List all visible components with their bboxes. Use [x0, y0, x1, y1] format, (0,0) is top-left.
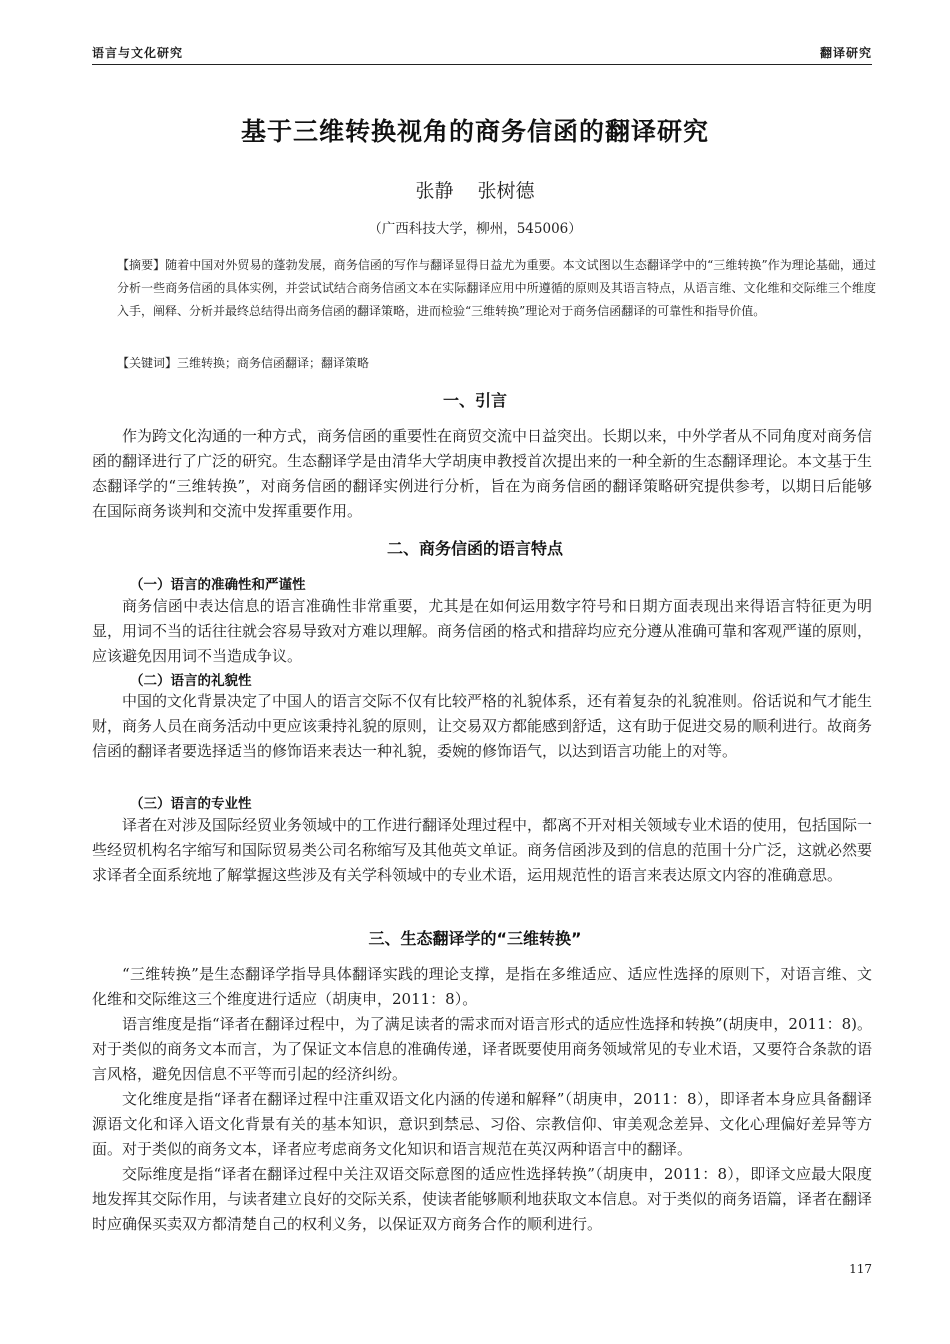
subsection-2-3-body — [92, 813, 872, 888]
subsection-heading-2-2: （二）语言的礼貌性 — [130, 673, 252, 689]
section-heading-2: 二、商务信函的语言特点 — [386, 539, 563, 558]
paragraph: 交际维度是指“译者在翻译过程中关注双语交际意图的适应性选择转换”（胡庚申，2011：8），即译文应最大限度地发挥其交际作用，与读者建立良好的交际关系，使读者能够顺利地获取文本信息。对于类似的商务语篇，译者在翻译时应确保买卖双方都清楚自己的权利义务，以保证双方商务合作的顺利进行。 — [92, 1165, 873, 1233]
keywords: 【关键词】三维转换；商务信函翻译；翻译策略 — [117, 356, 370, 370]
column-name: 翻译研究 — [819, 46, 872, 60]
abstract — [117, 254, 876, 323]
author-2: 张树德 — [477, 180, 535, 202]
section-3-body — [92, 962, 872, 1237]
paper-title: 基于三维转换视角的商务信函的翻译研究 — [240, 117, 709, 146]
paragraph: 语言维度是指“译者在翻译过程中，为了满足读者的需求而对语言形式的适应性选择和转换”(胡庚申，2011：8)。对于类似的商务文本而言，为了保证文本信息的准确传递，译者既要使用商务领域常见的专业术语，又要符合条款的语言风格，避免因信息不平等而引起的经济纠纷。 — [92, 1015, 873, 1083]
abstract-text: 【摘要】随着中国对外贸易的蓬勃发展，商务信函的写作与翻译显得日益尤为重要。本文试图以生态翻译学中的“三维转换”作为理论基础，通过分析一些商务信函的具体实例，并尝试试结合商务信函文本在实际翻译应用中所遵循的原则及其语言特点，从语言维、文化维和交际维三个维度入手，阐释、分析并最终总结得出商务信函的翻译策略，进而检验“三维转换”理论对于商务信函翻译的可靠性和指导价值。 — [117, 258, 876, 318]
paragraph: 文化维度是指“译者在翻译过程中注重双语文化内涵的传递和解释”（胡庚申，2011：8），即译者本身应具备翻译源语文化和译入语文化背景有关的基本知识，意识到禁忌、习俗、宗教信仰、审美观念差异、文化心理偏好差异等方面。对于类似的商务文本，译者应考虑商务文化知识和语言规范在英汉两种语言中的翻译。 — [92, 1090, 872, 1158]
paragraph: 译者在对涉及国际经贸业务领域中的工作进行翻译处理过程中，都离不开对相关领域专业术语的使用，包括国际一些经贸机构名字缩写和国际贸易类公司名称缩写及其他英文单证。商务信函涉及到的信息的范围十分广泛，这就必然要求译者全面系统地了解掌握这些涉及有关学科领域中的专业术语，运用规范性的语言来表达原文内容的准确意思。 — [92, 816, 873, 884]
paragraph: 中国的文化背景决定了中国人的语言交际不仅有比较严格的礼貌体系，还有着复杂的礼貌准则。俗话说和气才能生财，商务人员在商务活动中更应该秉持礼貌的原则，让交易双方都能感到舒适，这有助于促进交易的顺利进行。故商务信函的翻译者要选择适当的修饰语来表达一种礼貌，委婉的修饰语气，以达到语言功能上的对等。 — [92, 692, 873, 760]
authors — [0, 176, 950, 203]
affiliation: （广西科技大学，柳州，545006） — [368, 221, 582, 237]
paragraph: 商务信函中表达信息的语言准确性非常重要，尤其是在如何运用数字符号和日期方面表现出来得语言特征更为明显，用词不当的话往往就会容易导致对方难以理解。商务信函的格式和措辞均应充分遵从准确可靠和客观严谨的原则，应该避免因用词不当造成争议。 — [92, 597, 873, 665]
journal-name: 语言与文化研究 — [92, 46, 184, 60]
subsection-heading-2-1: （一）语言的准确性和严谨性 — [130, 577, 306, 593]
running-header — [92, 44, 872, 65]
page-number: 117 — [849, 1262, 872, 1276]
section-heading-1: 一、引言 — [442, 391, 507, 410]
paragraph: 作为跨文化沟通的一种方式，商务信函的重要性在商贸交流中日益突出。长期以来，中外学者从不同角度对商务信函的翻译进行了广泛的研究。生态翻译学是由清华大学胡庚申教授首次提出来的一种全新的生态翻译理论。本文基于生态翻译学的“三维转换”，对商务信函的翻译实例进行分析，旨在为商务信函的翻译策略研究提供参考，以期日后能够在国际商务谈判和交流中发挥重要作用。 — [92, 427, 873, 520]
subsection-2-2-body — [92, 689, 872, 764]
subsection-2-1-body — [92, 594, 872, 669]
section-1-body — [92, 424, 872, 524]
section-heading-3: 三、生态翻译学的“三维转换” — [368, 929, 582, 948]
paragraph: “三维转换”是生态翻译学指导具体翻译实践的理论支撑，是指在多维适应、适应性选择的原则下，对语言维、文化维和交际维这三个维度进行适应（胡庚申，2011：8）。 — [92, 965, 872, 1008]
subsection-heading-2-3: （三）语言的专业性 — [130, 796, 252, 812]
author-1: 张静 — [415, 180, 454, 202]
